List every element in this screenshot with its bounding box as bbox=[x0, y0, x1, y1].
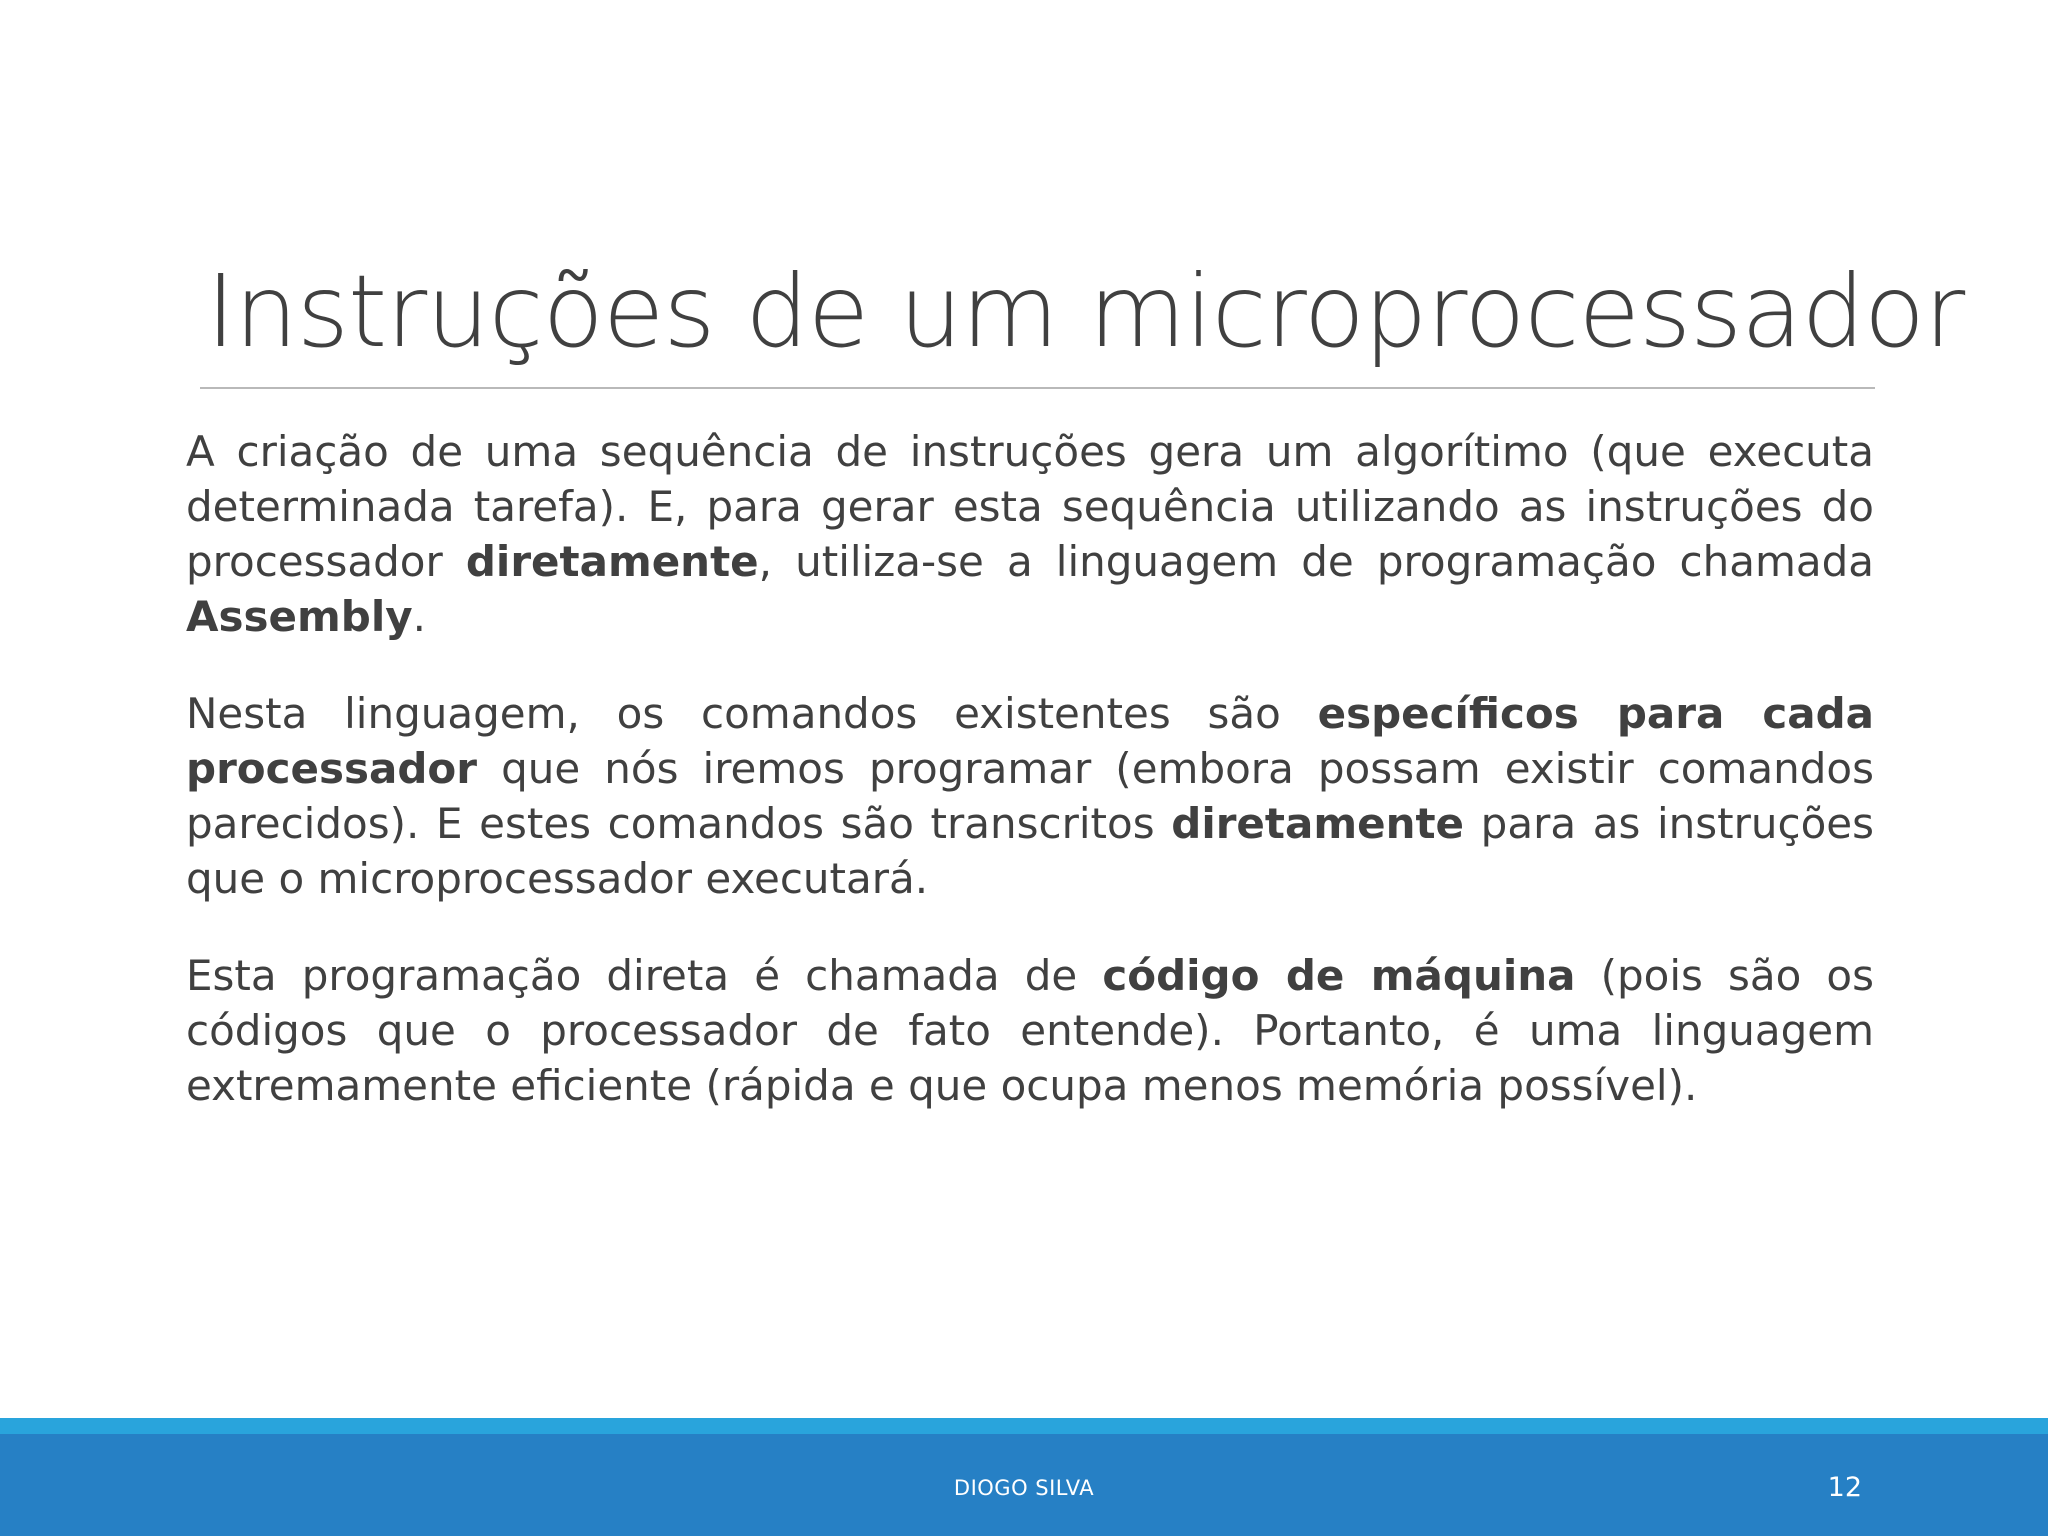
emphasized-text: diretamente bbox=[465, 537, 759, 586]
text-run: que nós iremos programar (embora possam existir comandos parecidos). E estes comandos são transcritos bbox=[186, 744, 1874, 848]
title-divider bbox=[200, 387, 1875, 389]
footer-author: DIOGO SILVA bbox=[953, 1476, 1095, 1500]
emphasized-text: Assembly bbox=[186, 592, 413, 641]
footer-accent-stripe bbox=[0, 1418, 2048, 1434]
text-run: para as instruções que o microprocessador executará. bbox=[186, 799, 1875, 903]
emphasized-text: código de máquina bbox=[1102, 951, 1576, 1000]
text-run: Esta programação direta é chamada de bbox=[186, 951, 1103, 1000]
text-run: A criação de uma sequência de instruções gera um algorítimo (que executa determinada tarefa). E, para gerar esta sequência utilizando as instruções do processador bbox=[186, 427, 1874, 586]
text-run: (pois são os códigos que o processador de fato entende). Portanto, é uma linguagem extremamente eficiente (rápida e que ocupa menos memória possível). bbox=[186, 951, 1874, 1110]
body-paragraph bbox=[186, 686, 1874, 906]
body-paragraph bbox=[186, 424, 1874, 644]
page-number: 12 bbox=[1827, 1472, 1862, 1503]
emphasized-text: diretamente bbox=[1171, 799, 1465, 848]
slide-body bbox=[186, 424, 1874, 1155]
slide-title: Instruções de um microprocessador bbox=[206, 253, 1965, 370]
text-run: . bbox=[412, 592, 426, 641]
emphasized-text: específicos para cada processador bbox=[186, 689, 1874, 793]
footer-band bbox=[0, 1434, 2048, 1536]
text-run: , utiliza-se a linguagem de programação chamada bbox=[758, 537, 1874, 586]
text-run: Nesta linguagem, os comandos existentes são bbox=[186, 689, 1318, 738]
body-paragraph bbox=[186, 948, 1874, 1113]
